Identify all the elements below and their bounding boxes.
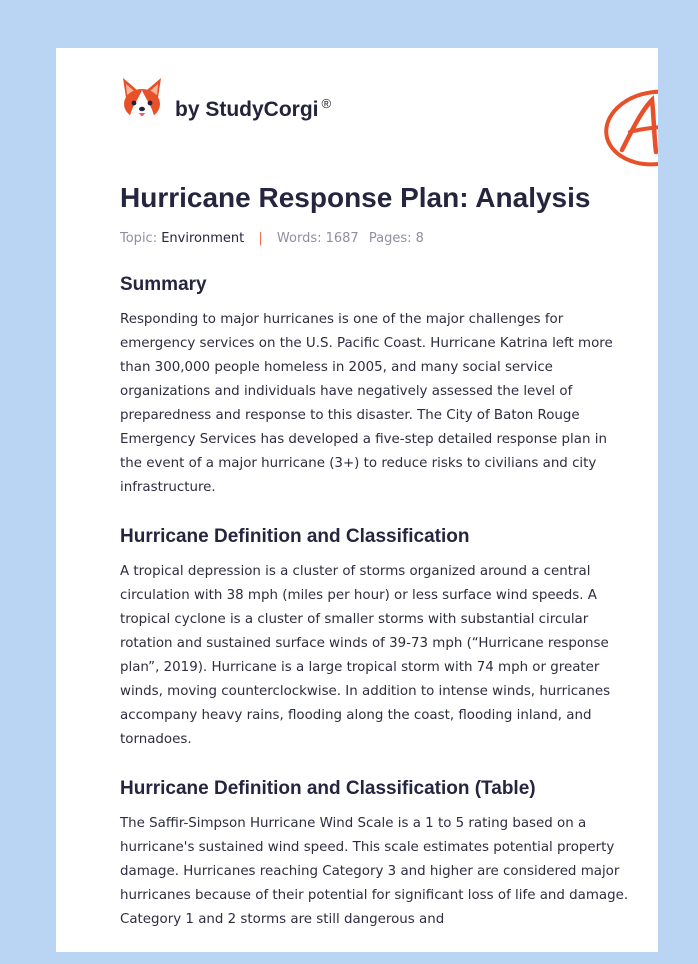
corgi-logo-icon[interactable] xyxy=(120,76,164,124)
brand-name[interactable]: by StudyCorgi ® xyxy=(175,96,332,121)
header xyxy=(120,76,600,156)
a-plus-grade-icon xyxy=(602,88,658,168)
section-body-definition: A tropical depression is a cluster of storms organized around a central circulation with 38 mph (miles per hour) or less surface wind speeds. A tropical cyclone is a cluster of smaller storms with substantial circular rotation and sustained surface winds of 39-73 mph (“Hurricane response plan”, 2019). Hurricane is a large tropical storm with 74 mph or greater winds, moving counterclockwise. In addition to intense winds, hurricanes accompany heavy rains, flooding along the coast, flooding inland, and tornadoes. xyxy=(120,564,611,747)
document-meta xyxy=(120,230,632,248)
document-page xyxy=(56,48,658,952)
registered-mark: ® xyxy=(321,96,332,111)
section-body-table: The Saffir-Simpson Hurricane Wind Scale is a 1 to 5 rating based on a hurricane's sustained wind speed. This scale estimates potential property damage. Hurricanes reaching Category 3 and higher are considered major hurricanes because of their potential for significant loss of life and damage. Category 1 and 2 storms are still dangerous and xyxy=(120,816,629,927)
topic-link[interactable]: Environment xyxy=(161,231,245,246)
document-content xyxy=(120,180,632,932)
section-heading-summary: Summary xyxy=(120,274,207,295)
document-title: Hurricane Response Plan: Analysis xyxy=(120,182,591,213)
section-heading-definition: Hurricane Definition and Classification xyxy=(120,526,470,547)
word-count: Words: 1687 xyxy=(276,231,359,246)
topic-label: Topic: xyxy=(120,231,158,246)
section-heading-table: Hurricane Definition and Classification (Table) xyxy=(120,778,536,799)
page-count: Pages: 8 xyxy=(368,231,424,246)
section-body-summary: Responding to major hurricanes is one of the major challenges for emergency services on the U.S. Pacific Coast. Hurricane Katrina left more than 300,000 people homeless in 2005, and many social service organizations and individuals have negatively assessed the level of preparedness and response to this disaster. The City of Baton Rouge Emergency Services has developed a five-step detailed response plan in the event of a major hurricane (3+) to reduce risks to civilians and city infrastructure. xyxy=(120,312,613,495)
meta-separator: | xyxy=(258,231,263,246)
